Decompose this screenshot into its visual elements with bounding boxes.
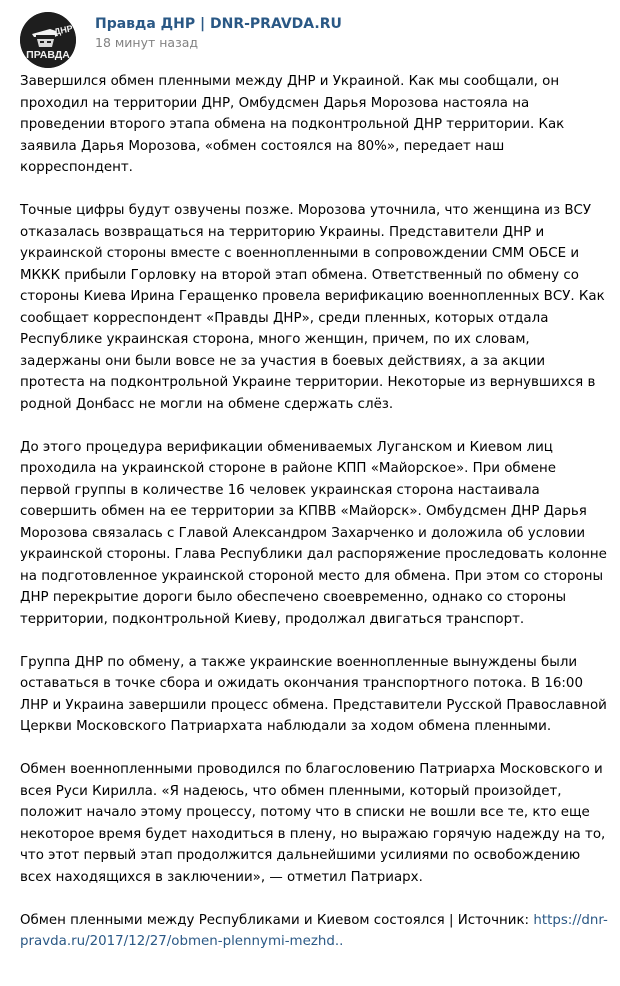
post-paragraph: Группа ДНР по обмену, а также украинские военнопленные вынуждены были оставаться в точке сбора и ожидать окончания транспортного потока. В 16:00 ЛНР и Украина завершили процесс обмена. Представители Русской Православной Церкви Московского Патриархата наблюдали за ходом обмена пленными.	[20, 654, 607, 734]
header-text	[95, 15, 342, 52]
author-link[interactable]: Правда ДНР | DNR-PRAVDA.RU	[95, 16, 342, 32]
avatar[interactable]	[20, 12, 76, 68]
post-paragraph-final	[20, 910, 610, 953]
post-body	[20, 71, 610, 953]
post-header	[20, 12, 342, 68]
post-paragraph: До этого процедура верификации обмениваемых Луганском и Киевом лиц проходила на украинской стороне в районе КПП «Майорское». При обмене первой группы в количестве 16 человек украинская сторона настаивала совершить обмен на ее территории за КПВВ «Майорск». Омбудсмен ДНР Дарья Морозова связалась с Главой Александром Захарченко и доложила об условии украинской стороны. Глава Республики дал распоряжение проследовать колонне на подготовленное украинской стороной место для обмена. При этом со стороны ДНР перекрытие дороги было обеспечено своевременно, однако со стороны территории, подконтрольной Киеву, продолжал двигаться транспорт.	[20, 439, 607, 627]
post-paragraph: Точные цифры будут озвучены позже. Морозова уточнила, что женщина из ВСУ отказалась возвращаться на территорию Украины. Представители ДНР и украинской стороны вместе с военнопленными в сопровождении СММ ОБСЕ и МККК прибыли Горловку на второй этап обмена. Ответственный по обмену со стороны Киева Ирина Геращенко провела верификацию военнопленных ВСУ. Как сообщает корреспондент «Правды ДНР», среди пленных, которых отдала Республике украинская сторона, много женщин, причем, по их словам, задержаны они были вовсе не за участия в боевых действиях, а за акции протеста на подконтрольной Украине территории. Некоторые из вернувшихся в родной Донбасс не могли на обмене сдержать слёз.	[20, 203, 605, 412]
post-paragraph: Завершился обмен пленными между ДНР и Украиной. Как мы сообщали, он проходил на территории ДНР, Омбудсмен Дарья Морозова настояла на проведении второго этапа обмена на подконтрольной ДНР территории. Как заявила Дарья Морозова, «обмен состоялся на 80%», передает наш корреспондент.	[20, 74, 565, 175]
avatar-text-top: ДНР	[53, 23, 74, 37]
post-paragraph: Обмен военнопленными проводился по благословению Патриарха Московского и всея Руси Кирилла. «Я надеюсь, что обмен пленными, который произойдет, положит начало этому процессу, потому что в списки не вошли все те, кто еще некоторое время будет находиться в плену, но выражаю горячую надежду на то, что этот первый этап продолжится дальнейшими усилиями по освобождению всех находящихся в заключении», — отметил Патриарх.	[20, 762, 606, 885]
post-final-text: Обмен пленными между Республиками и Киевом состоялся | Источник:	[20, 912, 534, 928]
avatar-text-bottom: ПРАВДА	[26, 49, 70, 61]
source-link[interactable]: https://dnr-pravda.ru/2017/12/27/obmen-plennymi-mezhd..	[20, 912, 608, 949]
post-timestamp[interactable]: 18 минут назад	[95, 35, 199, 50]
dnr-pravda-logo-icon	[20, 12, 76, 68]
